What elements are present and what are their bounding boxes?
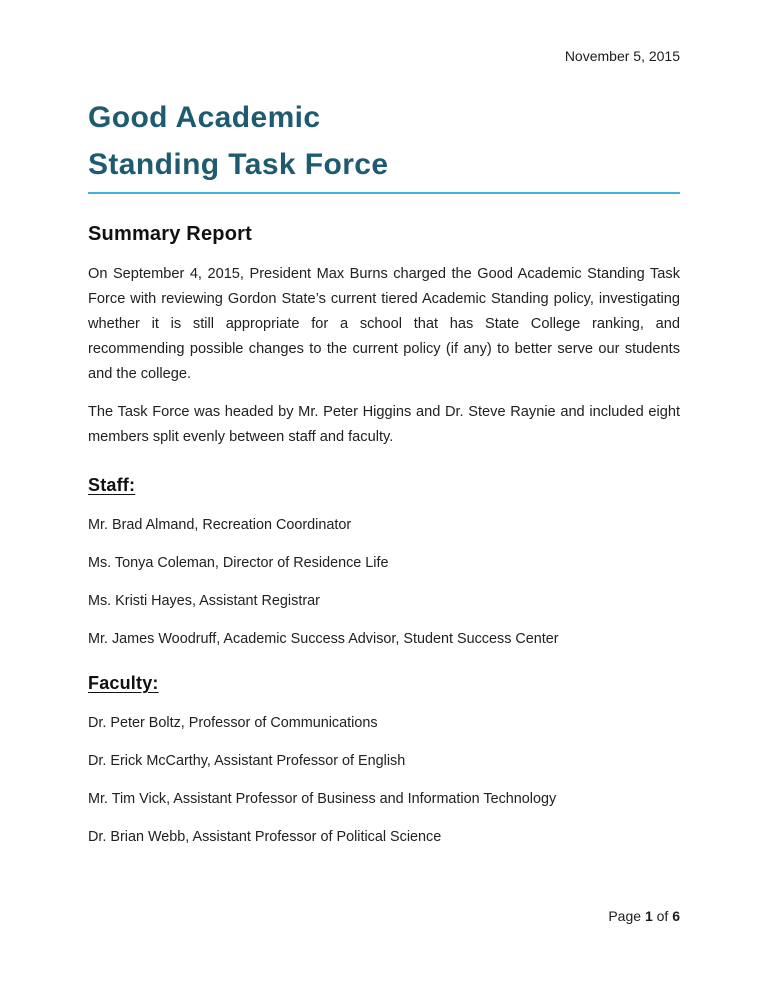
summary-paragraph-2: The Task Force was headed by Mr. Peter Higgins and Dr. Steve Raynie and included eight members split evenly between staff and faculty. <box>88 404 680 445</box>
staff-member-1: Mr. Brad Almand, Recreation Coordinator <box>88 517 352 533</box>
page-number-footer <box>608 908 680 925</box>
faculty-member-4: Dr. Brian Webb, Assistant Professor of Political Science <box>88 829 442 845</box>
document-title-line-2: Standing Task Force <box>88 148 389 181</box>
page-label-prefix: Page <box>608 908 645 924</box>
summary-report-heading: Summary Report <box>88 223 252 245</box>
document-date: November 5, 2015 <box>564 48 680 64</box>
faculty-member-3: Mr. Tim Vick, Assistant Professor of Business and Information Technology <box>88 791 557 807</box>
staff-member-3: Ms. Kristi Hayes, Assistant Registrar <box>88 593 320 609</box>
faculty-member-1: Dr. Peter Boltz, Professor of Communications <box>88 715 378 731</box>
faculty-member-2: Dr. Erick McCarthy, Assistant Professor of English <box>88 753 406 769</box>
staff-heading: Staff: <box>88 475 136 495</box>
page-label-middle: of <box>652 908 673 924</box>
summary-paragraph-1: On September 4, 2015, President Max Burns charged the Good Academic Standing Task Force with reviewing Gordon State’s current tiered Academic Standing policy, investigating whether it is still appropriate for a school that has State College ranking, and recommending possible changes to the current policy (if any) to better serve our students and the college. <box>88 266 680 382</box>
current-page-number: 1 <box>644 908 653 924</box>
staff-member-4: Mr. James Woodruff, Academic Success Advisor, Student Success Center <box>88 631 559 647</box>
title-divider <box>88 192 680 194</box>
document-title <box>88 94 680 188</box>
total-page-count: 6 <box>672 908 680 924</box>
document-title-line-1: Good Academic <box>88 101 321 134</box>
staff-member-2: Ms. Tonya Coleman, Director of Residence Life <box>88 555 389 571</box>
faculty-heading: Faculty: <box>88 673 159 693</box>
